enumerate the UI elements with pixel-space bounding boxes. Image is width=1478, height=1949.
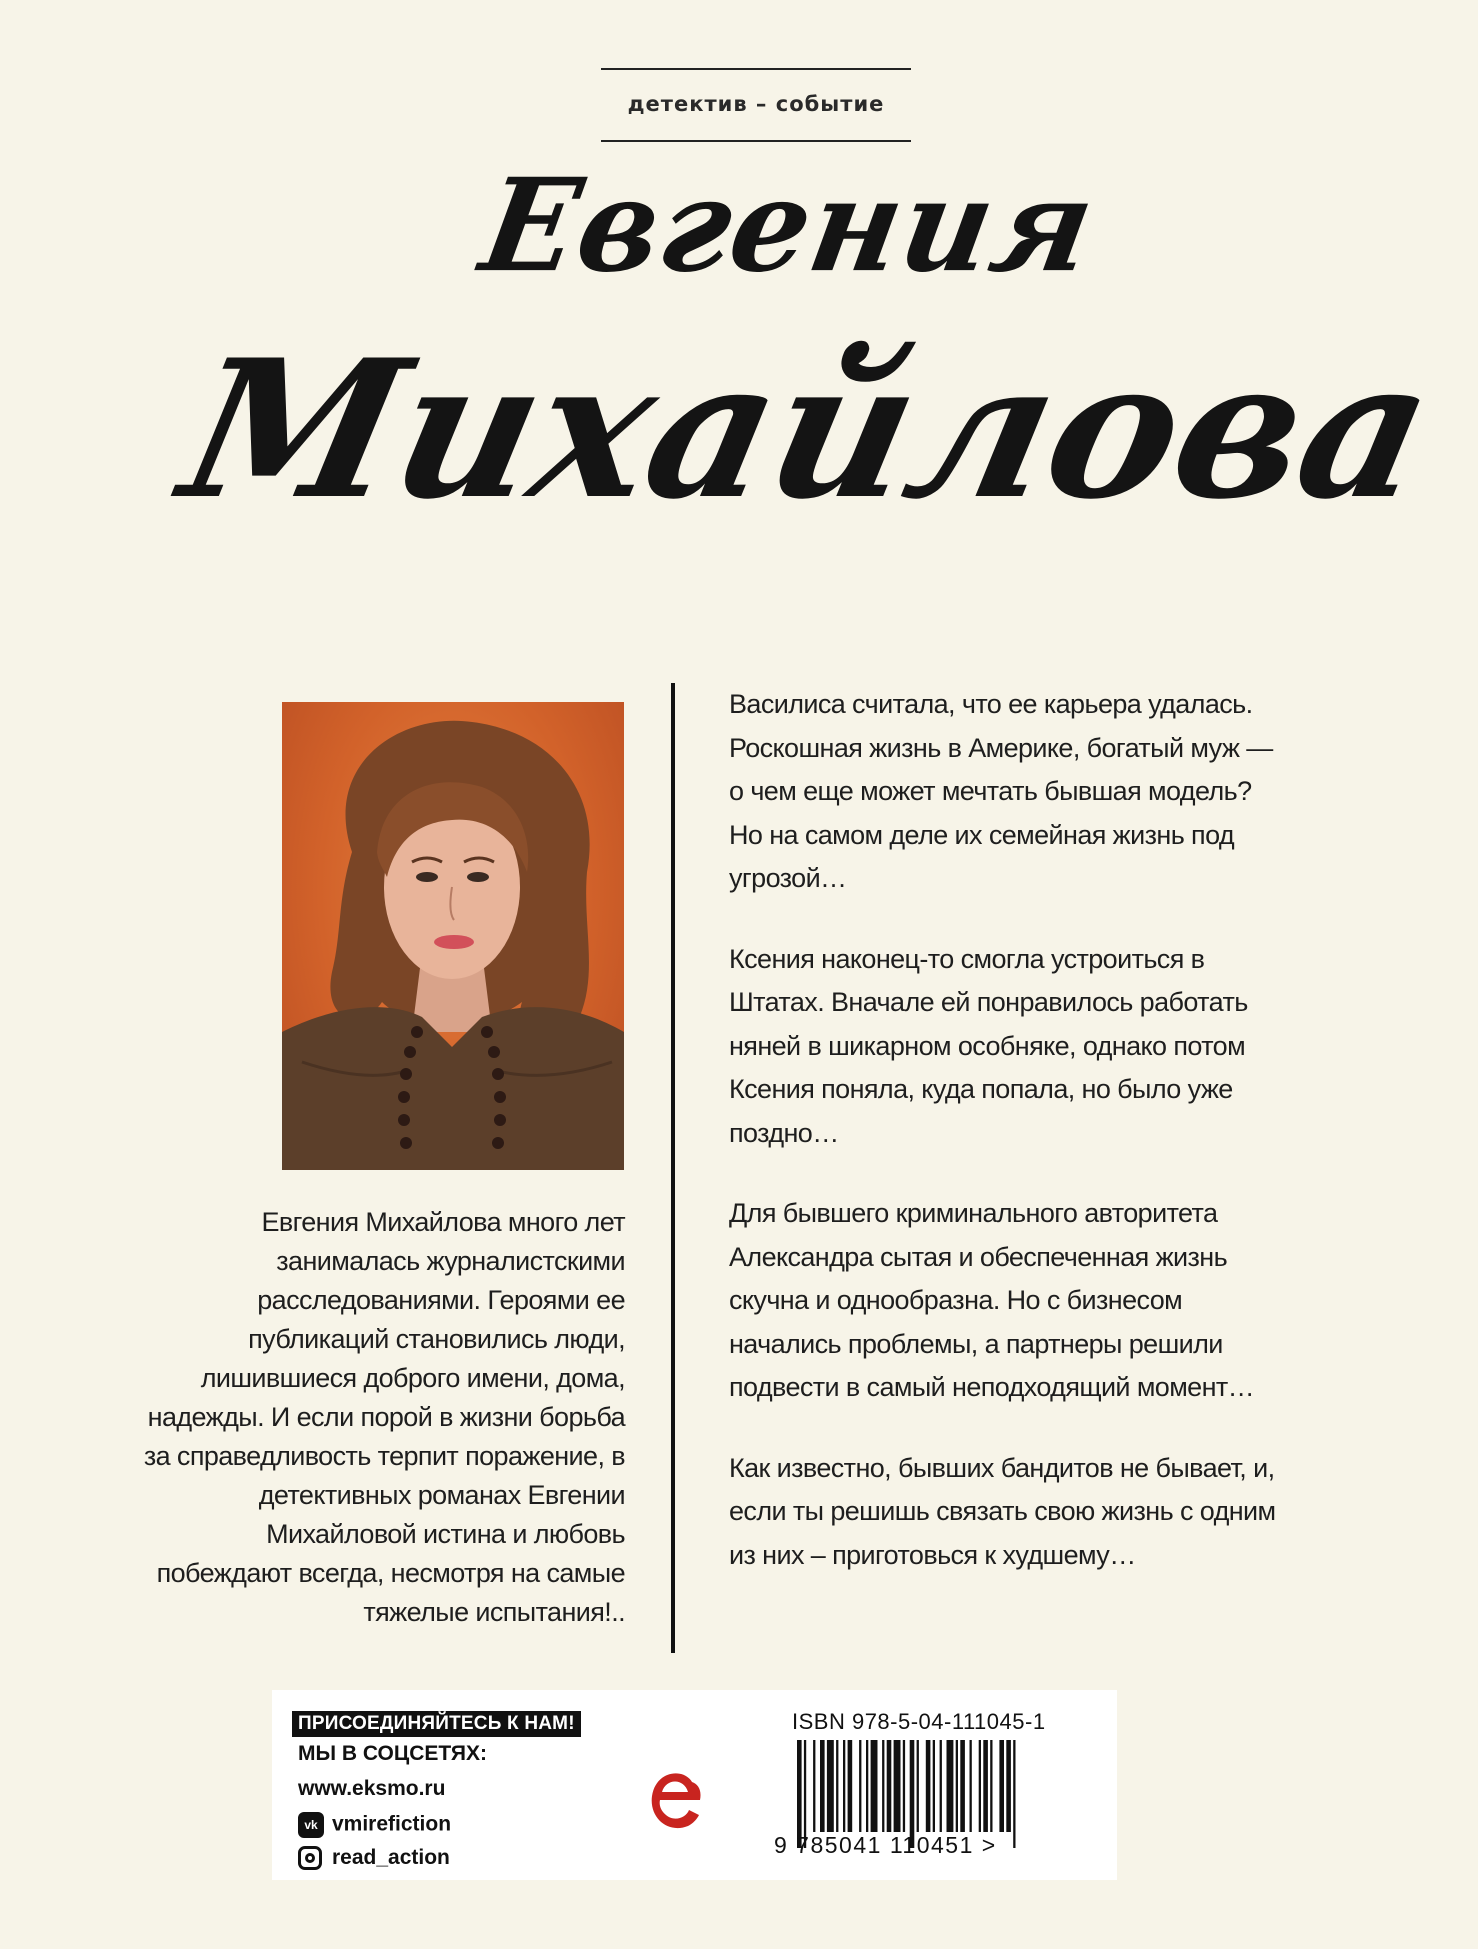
- barcode-bar: [894, 1740, 901, 1832]
- book-annotation: [729, 683, 1289, 1614]
- barcode-bar: [866, 1740, 868, 1832]
- barcode-bar: [970, 1740, 972, 1832]
- isbn-label: ISBN 978-5-04-111045-1: [792, 1709, 1046, 1734]
- author-first-name: Евгения: [471, 149, 1107, 301]
- vk-icon: vk: [298, 1812, 324, 1838]
- vk-handle: vmirefiction: [332, 1812, 452, 1836]
- barcode-bar: [956, 1740, 958, 1832]
- barcode-bar: [917, 1740, 919, 1832]
- barcode-bar: [827, 1740, 834, 1832]
- annotation-paragraph: Как известно, бывших бандитов не бывает, и, если ты решишь связать свою жизнь с одним из них – приготовься к худшему…: [729, 1452, 1276, 1570]
- website-link[interactable]: www.eksmo.ru: [298, 1777, 446, 1800]
- barcode-bar: [979, 1740, 981, 1832]
- annotation-paragraph: Для бывшего криминального авторитета Александра сытая и обеспеченная жизнь скучна и однообразна. Но с бизнесом начались проблемы, а партнеры решили подвести в самый неподходящий момент…: [729, 1198, 1255, 1402]
- barcode-bar: [836, 1740, 838, 1832]
- barcode-bar: [903, 1740, 905, 1832]
- author-bio: Евгения Михайлова много лет занималась журналистскими расследованиями. Героями ее публикаций становились люди, лишившиеся доброго имени, дома, надежды. И если порой в жизни борьба за справедливость терпит поражение, в детективных романах Евгении Михайловой истина и любовь побеждают всегда, несмотря на самые тяжелые испытания!..: [143, 1207, 625, 1627]
- barcode-bar: [947, 1740, 954, 1832]
- join-us-badge: ПРИСОЕДИНЯЙТЕСЬ К НАМ!: [292, 1711, 581, 1737]
- instagram-handle: read_action: [332, 1846, 450, 1869]
- barcode-bar: [887, 1740, 892, 1832]
- barcode-bar: [813, 1740, 815, 1832]
- barcode-bar: [859, 1740, 861, 1832]
- annotation-paragraph: Ксения наконец-то смогла устроиться в Штатах. Вначале ей понравилось работать няней в шикарном особняке, однако потом Ксения поняла, куда попала, но было уже поздно…: [729, 943, 1248, 1148]
- vk-link[interactable]: [298, 1812, 451, 1838]
- barcode-bar: [926, 1740, 931, 1832]
- portrait-illustration: [282, 702, 624, 1170]
- barcode-bar: [1013, 1740, 1015, 1848]
- barcode-bar: [843, 1740, 845, 1832]
- instagram-link[interactable]: [298, 1846, 450, 1870]
- barcode-bar: [820, 1740, 825, 1832]
- eksmo-logo-icon: [644, 1760, 704, 1842]
- barcode-bar: [940, 1740, 942, 1832]
- barcode-bar: [983, 1740, 988, 1832]
- series-header: [601, 68, 911, 143]
- barcode-bar: [1006, 1740, 1011, 1832]
- series-rule-top: [601, 68, 911, 70]
- barcode-bar: [882, 1740, 884, 1832]
- series-rule-bottom: [601, 140, 911, 142]
- annotation-paragraph: Василиса считала, что ее карьера удалась. Роскошная жизнь в Америке, богатый муж — о чем еще может мечтать бывшая модель? Но на самом деле их семейная жизнь под угрозой…: [729, 689, 1273, 893]
- barcode-digits: 9 785041 110451 >: [774, 1832, 997, 1858]
- barcode-bar: [960, 1740, 965, 1832]
- series-label: детектив – событие: [627, 92, 885, 116]
- instagram-icon: [298, 1846, 322, 1870]
- barcode-bar: [999, 1740, 1004, 1832]
- barcode-bar: [871, 1740, 878, 1832]
- author-last-name: Михайлова: [166, 318, 1451, 541]
- publisher-footer: [272, 1690, 1117, 1880]
- barcode-bar: [990, 1740, 992, 1832]
- barcode-bar: [848, 1740, 853, 1832]
- barcode-bar: [933, 1740, 935, 1832]
- author-portrait: [282, 702, 624, 1170]
- social-caption: МЫ В СОЦСЕТЯХ:: [298, 1742, 488, 1765]
- column-divider: [671, 683, 675, 1653]
